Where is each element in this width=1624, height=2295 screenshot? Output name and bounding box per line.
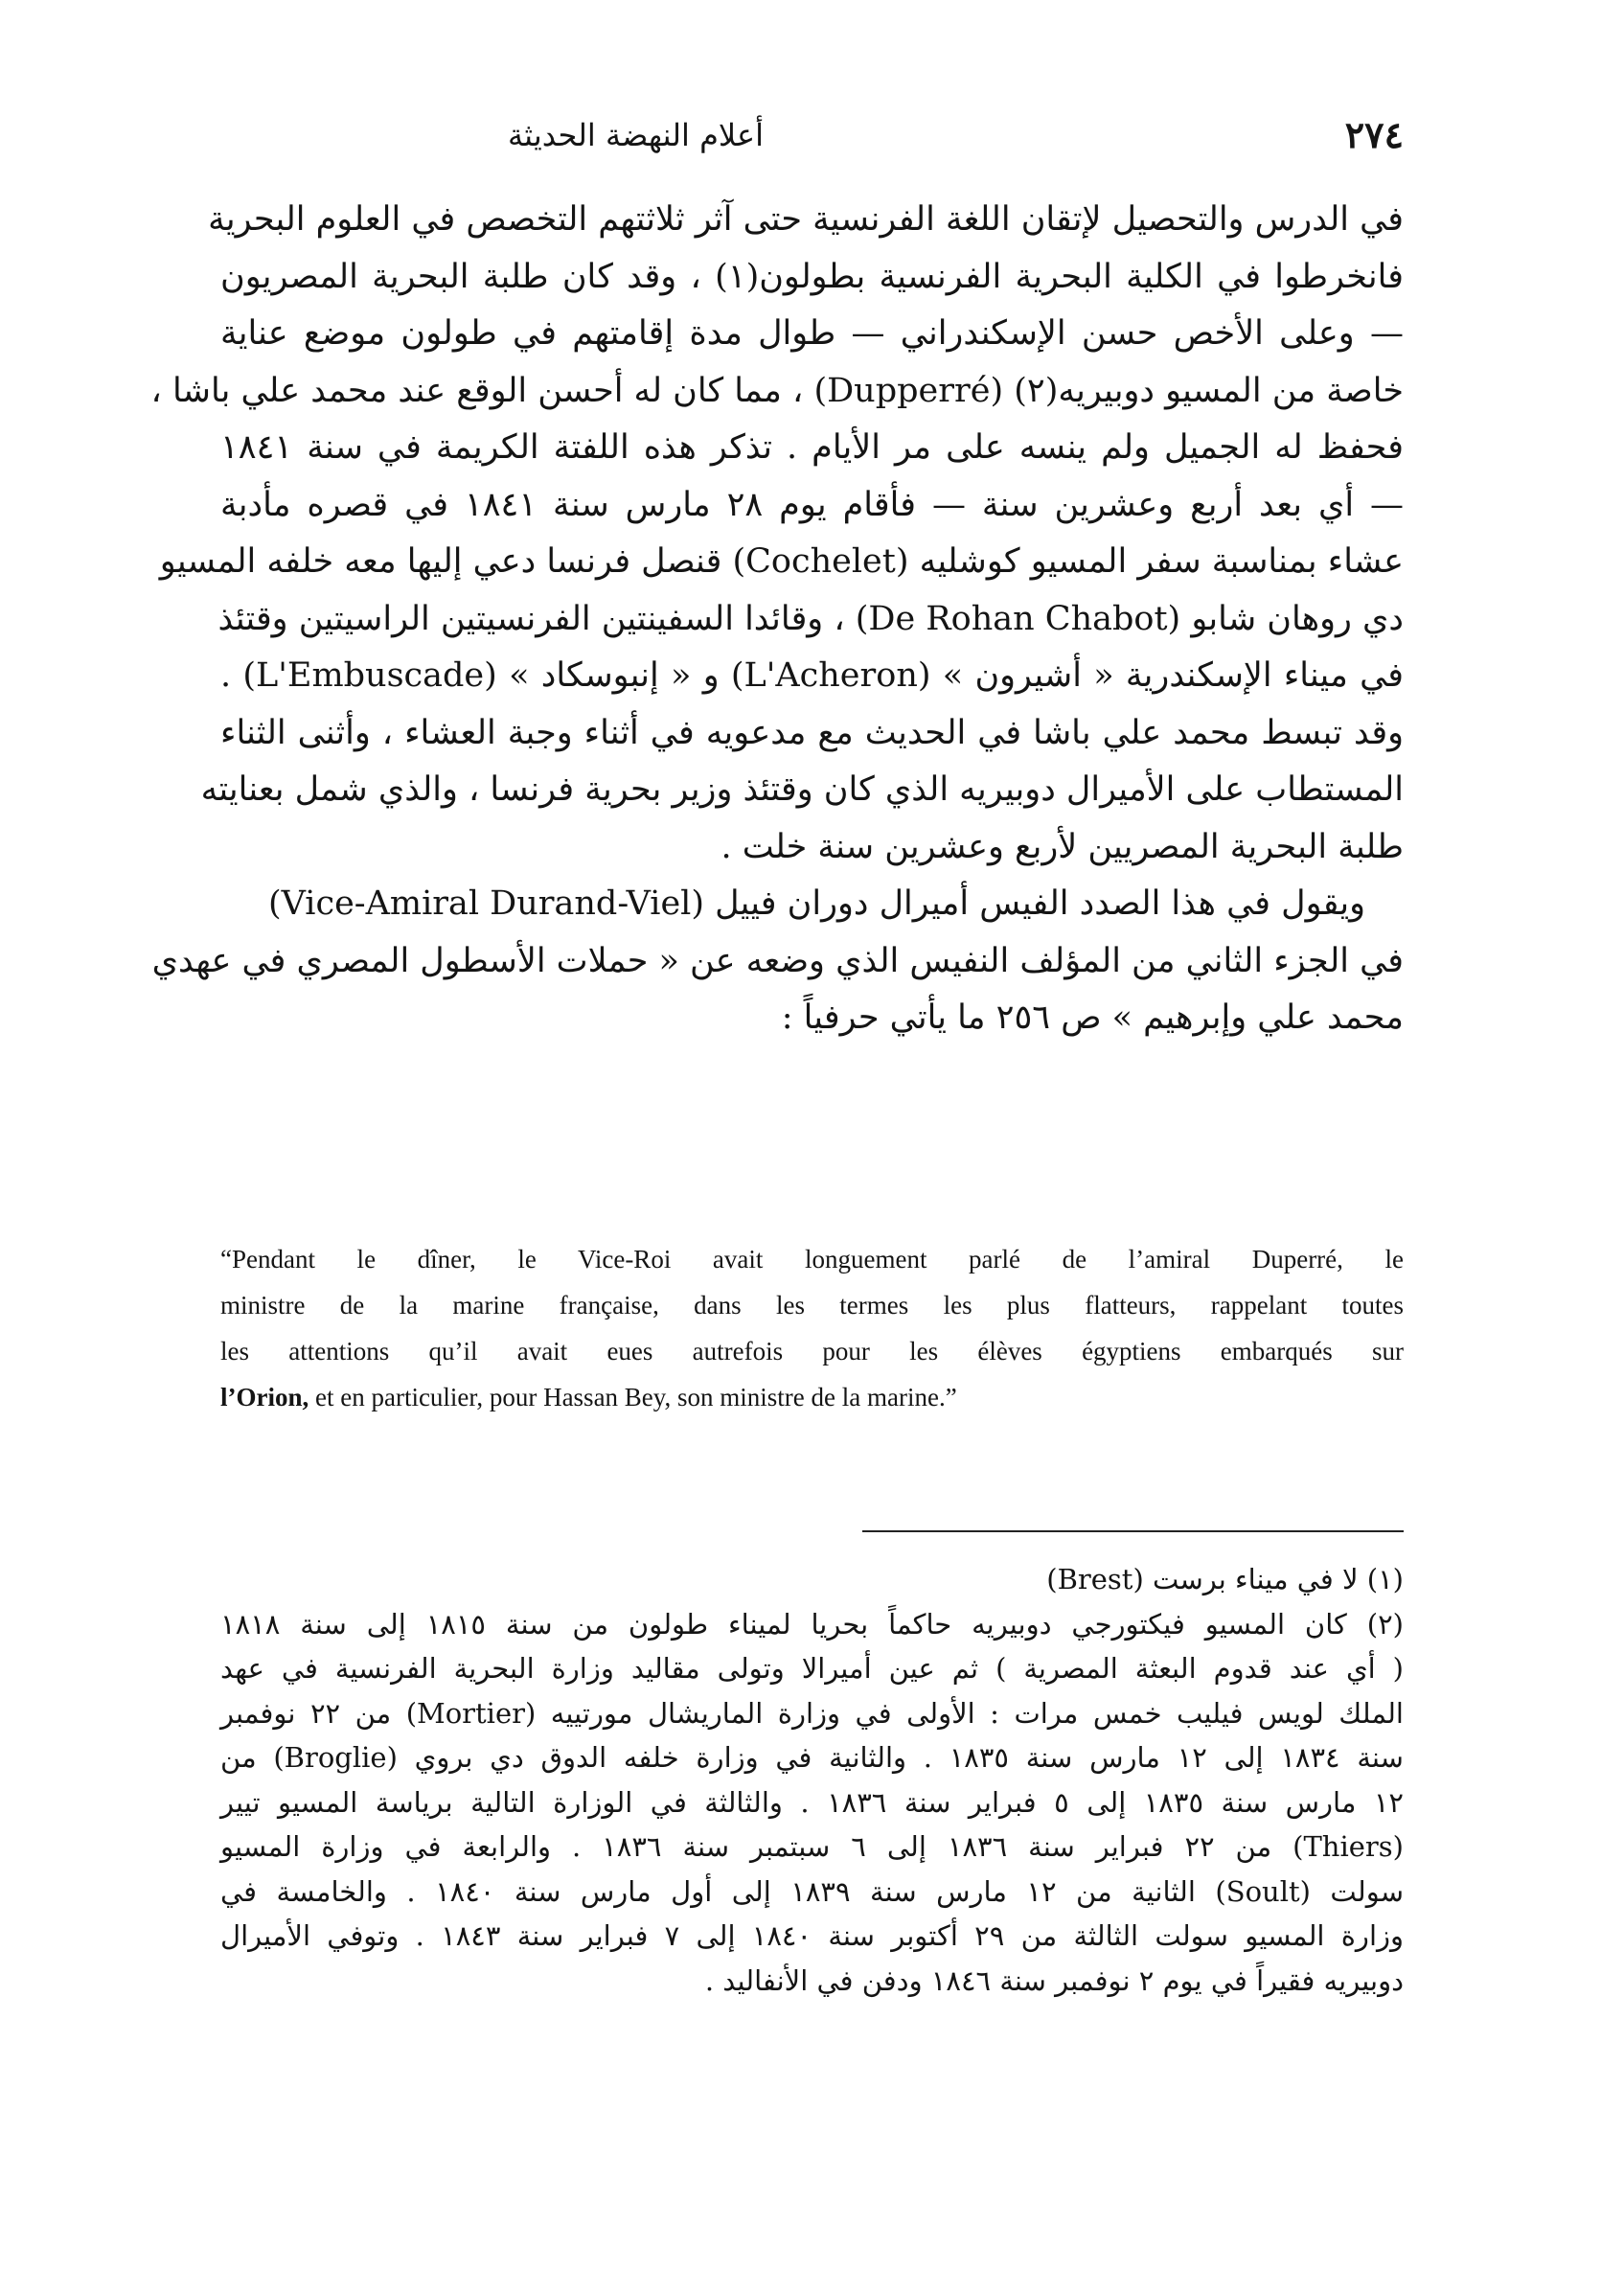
footnote-line: ( أي عند قدوم البعثة المصرية ) ثم عين أميرالا وتولى مقاليد وزارة البحرية الفرنسية في عهد	[220, 1652, 1404, 1685]
text-line: — أي بعد أربع وعشرين سنة — فأقام يوم ٢٨ مارس سنة ١٨٤١ في قصره مأدبة	[220, 485, 1404, 524]
text-line: فانخرطوا في الكلية البحرية الفرنسية بطولون(١) ، وقد كان طلبة البحرية المصريون	[220, 257, 1404, 296]
text-line: محمد علي وإبرهيم » ص ٢٥٦ ما يأتي حرفياً :	[781, 998, 1404, 1037]
quote-line: “Pendant le dîner, le Vice-Roi avait longuement parlé de l’amiral Duperré, le	[220, 1245, 1404, 1274]
text-line: في ميناء الإسكندرية « أشيرون » (L'Acheron) و « إنبوسكاد » (L'Embuscade) .	[220, 656, 1405, 695]
french-quotation	[220, 1236, 1404, 1420]
running-title: أعلام النهضة الحديثة	[508, 117, 764, 153]
footnote-line: الملك لويس فيليب خمس مرات : الأولى في وزارة الماريشال مورتييه (Mortier) من ٢٢ نوفمبر	[220, 1696, 1404, 1730]
footnote-divider	[862, 1530, 1404, 1532]
page-header	[220, 113, 1404, 161]
footnote-line: سولت (Soult) الثانية من ١٢ مارس سنة ١٨٣٩ إلى أول مارس سنة ١٨٤٠ . والخامسة في	[220, 1874, 1405, 1908]
footnote-line: سنة ١٨٣٤ إلى ١٢ مارس سنة ١٨٣٥ . والثانية في وزارة خلفه الدوق دي بروي (Broglie) من	[220, 1741, 1404, 1774]
quote-line-rest: et en particulier, pour Hassan Bey, son ministre de la marine.”	[309, 1383, 957, 1411]
text-line: طلبة البحرية المصريين لأربع وعشرين سنة خلت .	[721, 827, 1404, 866]
quote-line: les attentions qu’il avait eues autrefois pour les élèves égyptiens embarqués sur	[220, 1337, 1404, 1366]
footnote-line: (١) لا في ميناء برست (Brest)	[1046, 1563, 1404, 1595]
footnote-line: ١٢ مارس سنة ١٨٣٥ إلى ٥ فبراير سنة ١٨٣٦ . والثالثة في الوزارة التالية برياسة المسيو تيير	[220, 1785, 1404, 1819]
text-line: ويقول في هذا الصدد الفيس أميرال دوران فييل (Vice-Amiral Durand-Viel)	[267, 884, 1365, 923]
text-line: دي روهان شابو (De Rohan Chabot) ، وقائدا السفينتين الفرنسيتين الراسيتين وقتئذ	[217, 599, 1404, 638]
main-text	[150, 192, 1405, 1047]
text-line: المستطاب على الأميرال دوبيريه الذي كان وقتئذ وزير بحرية فرنسا ، والذي شمل بعنايته	[200, 770, 1404, 809]
quote-line: ministre de la marine française, dans les termes les plus flatteurs, rappelant toutes	[220, 1291, 1404, 1320]
text-line: وقد تبسط محمد علي باشا في الحديث مع مدعويه في أثناء وجبة العشاء ، وأثنى الثناء	[220, 713, 1404, 752]
text-line: فحفظ له الجميل ولم ينسه على مر الأيام . تذكر هذه اللفتة الكريمة في سنة ١٨٤١	[220, 428, 1404, 467]
text-line: — وعلى الأخص حسن الإسكندراني — طوال مدة إقامتهم في طولون موضع عناية	[220, 314, 1404, 353]
footnote-line: (٢) كان المسيو فيكتورجي دوبيريه حاكماً بحريا لميناء طولون من سنة ١٨١٥ إلى سنة ١٨١٨	[220, 1607, 1404, 1641]
footnote-line: وزارة المسيو سولت الثالثة من ٢٩ أكتوبر سنة ١٨٤٠ إلى ٧ فبراير سنة ١٨٤٣ . وتوفي الأميرال	[220, 1919, 1405, 1952]
footnote-line: دوبيريه فقيراً في يوم ٢ نوفمبر سنة ١٨٤٦ ودفن في الأنفاليد .	[704, 1963, 1404, 1997]
page-number: ٢٧٤	[1344, 113, 1404, 156]
footnotes	[220, 1557, 1404, 2003]
text-line: عشاء بمناسبة سفر المسيو كوشليه (Cochelet) قنصل فرنسا دعي إليها معه خلفه المسيو	[159, 542, 1404, 581]
text-line: خاصة من المسيو دوبيريه(٢) (Dupperré) ، مما كان له أحسن الوقع عند محمد علي باشا ،	[150, 371, 1404, 410]
text-line: في الجزء الثاني من المؤلف النفيس الذي وضعه عن « حملات الأسطول المصري في عهدي	[151, 941, 1404, 980]
quote-line	[220, 1374, 1404, 1420]
text-line: في الدرس والتحصيل لإتقان اللغة الفرنسية حتى آثر ثلاثتهم التخصص في العلوم البحرية	[208, 200, 1404, 239]
ship-name: l’Orion,	[220, 1383, 309, 1411]
footnote-line: (Thiers) من ٢٢ فبراير سنة ١٨٣٦ إلى ٦ سبتمبر سنة ١٨٣٦ . والرابعة في وزارة المسيو	[220, 1830, 1404, 1863]
